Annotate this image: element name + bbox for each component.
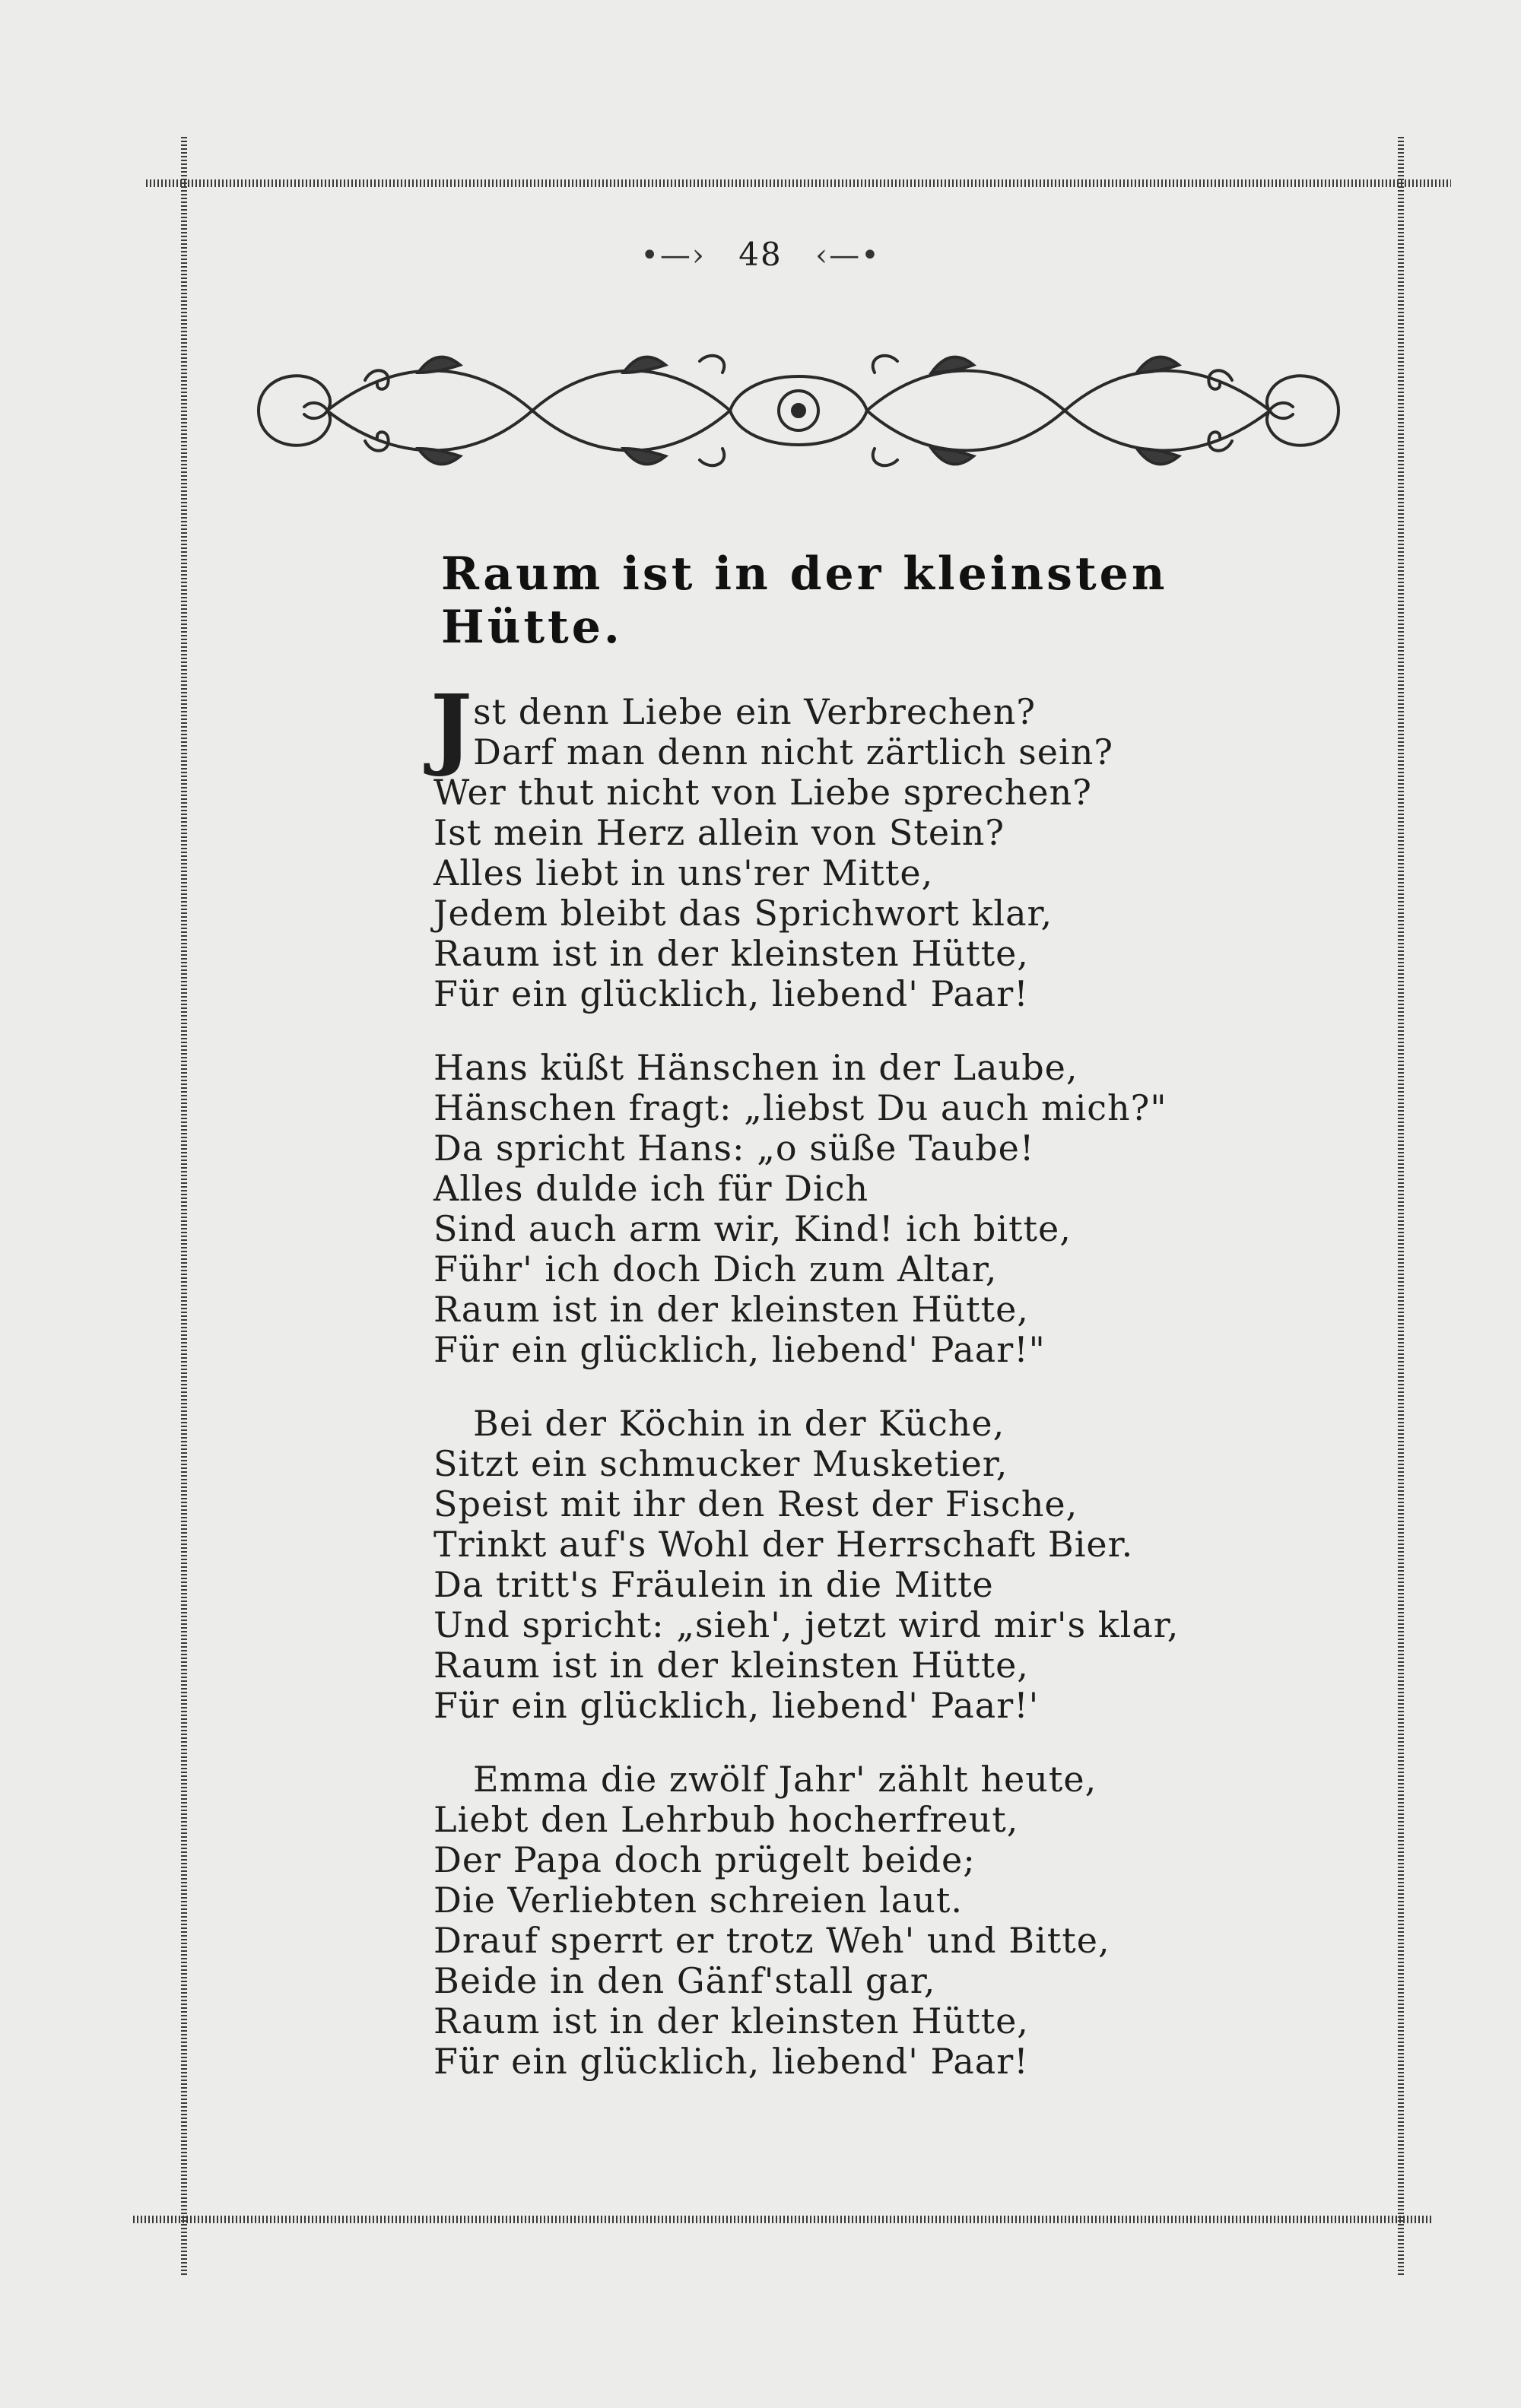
- poem-line: Raum ist in der kleinsten Hütte,: [433, 933, 1029, 974]
- drop-cap: J: [430, 676, 473, 779]
- poem-line: Liebt den Lehrbub hocherfreut,: [433, 1799, 1019, 1840]
- frame-top-border: [146, 179, 1451, 187]
- poem-line: Darf man denn nicht zärtlich sein?: [473, 731, 1114, 773]
- poem-line: Hans küßt Hänschen in der Laube,: [433, 1047, 1078, 1088]
- poem: [430, 547, 1194, 2115]
- ornament-right-icon: ‹—•: [815, 238, 881, 273]
- poem-line: Wer thut nicht von Liebe sprechen?: [433, 772, 1092, 813]
- page-number: 48: [738, 236, 783, 273]
- stanza-1: [430, 676, 1194, 1014]
- floral-scroll-ornament-icon: [243, 327, 1354, 494]
- poem-line: Die Verliebten schreien laut.: [433, 1880, 963, 1921]
- poem-line: Sind auch arm wir, Kind! ich bitte,: [433, 1208, 1072, 1249]
- poem-line: Der Papa doch prügelt beide;: [433, 1839, 976, 1880]
- poem-line: Führ' ich doch Dich zum Altar,: [433, 1248, 998, 1290]
- poem-line: Speist mit ihr den Rest der Fische,: [433, 1483, 1078, 1524]
- poem-line: Trinkt auf's Wohl der Herrschaft Bier.: [433, 1524, 1134, 1565]
- poem-line: Jedem bleibt das Sprichwort klar,: [433, 893, 1053, 934]
- poem-line: Drauf sperrt er trotz Weh' und Bitte,: [433, 1920, 1110, 1961]
- page-header: [0, 236, 1521, 273]
- frame-left-border: [181, 137, 187, 2277]
- poem-line: Emma die zwölf Jahr' zählt heute,: [473, 1759, 1097, 1800]
- poem-line: Ist mein Herz allein von Stein?: [433, 812, 1005, 853]
- poem-line: Da spricht Hans: „o süße Taube!: [433, 1128, 1035, 1169]
- poem-line: Für ein glücklich, liebend' Paar!": [433, 1329, 1046, 1370]
- poem-line: Alles dulde ich für Dich: [433, 1168, 869, 1209]
- frame-bottom-border: [133, 2216, 1434, 2223]
- poem-line: Sitzt ein schmucker Musketier,: [433, 1443, 1008, 1484]
- poem-line: Alles liebt in uns'rer Mitte,: [433, 852, 934, 893]
- poem-line: Raum ist in der kleinsten Hütte,: [433, 1645, 1029, 1686]
- ornament-left-icon: •—›: [640, 238, 706, 273]
- poem-line: Raum ist in der kleinsten Hütte,: [433, 2000, 1029, 2042]
- stanza-4: [433, 1759, 1194, 2082]
- poem-title: Raum ist in der kleinsten Hütte.: [441, 547, 1168, 654]
- poem-line: Und spricht: „sieh', jetzt wird mir's klar,: [433, 1604, 1180, 1645]
- first-line-text: st denn Liebe ein Verbrechen?: [473, 691, 1036, 732]
- poem-line: Beide in den Gänf'stall gar,: [433, 1960, 936, 2001]
- stanza-3: [433, 1404, 1194, 1726]
- poem-line: Für ein glücklich, liebend' Paar!': [433, 1685, 1040, 1726]
- frame-right-border: [1398, 137, 1404, 2277]
- poem-line: Bei der Köchin in der Küche,: [473, 1403, 1005, 1444]
- poem-line: Da tritt's Fräulein in die Mitte: [433, 1564, 994, 1605]
- poem-line: Hänschen fragt: „liebst Du auch mich?": [433, 1087, 1167, 1128]
- poem-line: Für ein glücklich, liebend' Paar!: [433, 2041, 1029, 2082]
- poem-line: Für ein glücklich, liebend' Paar!: [433, 973, 1029, 1014]
- poem-line: Raum ist in der kleinsten Hütte,: [433, 1289, 1029, 1330]
- stanza-2: [433, 1048, 1194, 1370]
